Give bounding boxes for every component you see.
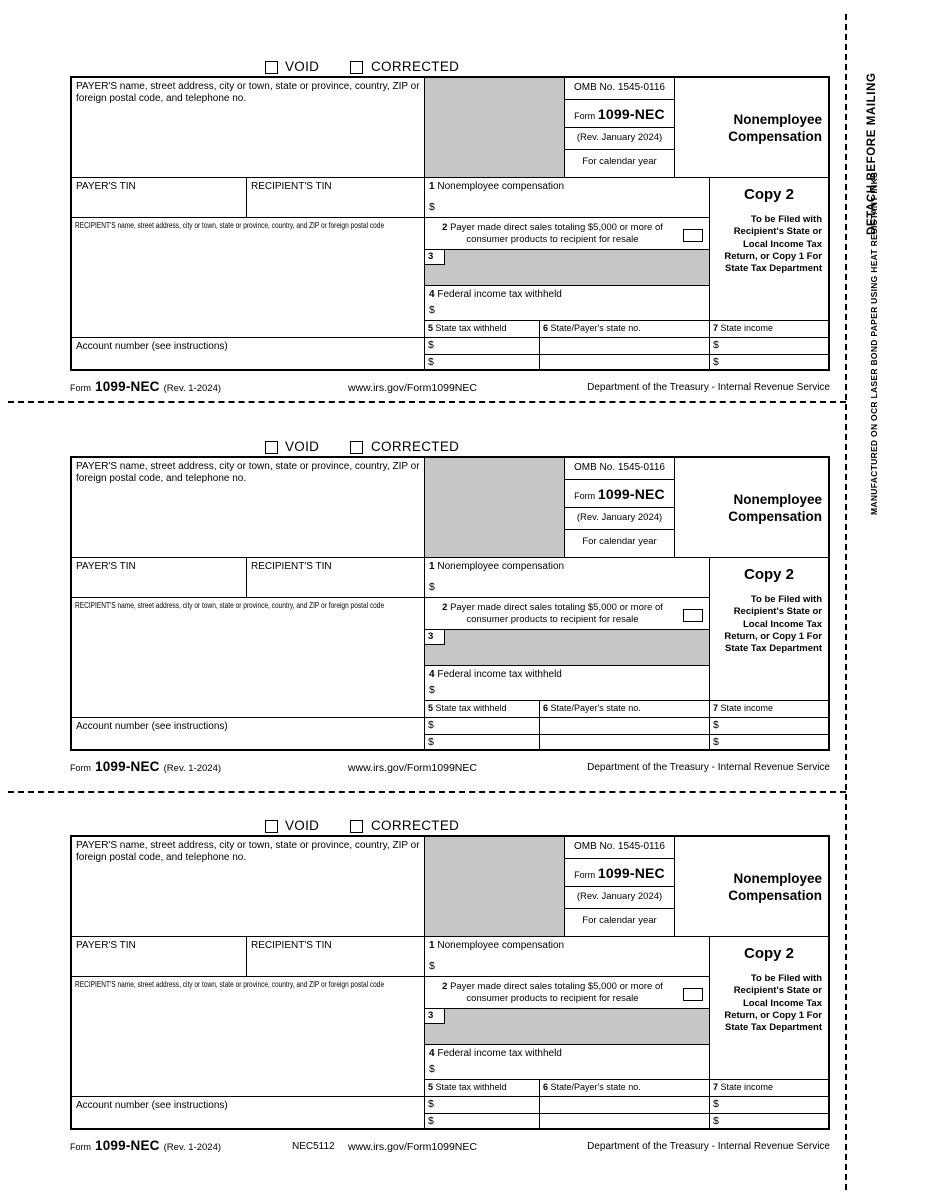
payer-tin-label: PAYER'S TIN xyxy=(76,940,136,951)
revision-date: (Rev. January 2024) xyxy=(565,128,675,150)
manufactured-note-text: MANUFACTURED ON OCR LASER BOND PAPER USING HEAT RESISTANT INKS xyxy=(869,171,879,515)
footer-form-word: Form xyxy=(70,763,91,773)
form-word: Form xyxy=(574,491,596,501)
box2-checkbox[interactable] xyxy=(683,609,703,622)
perforation-line-2 xyxy=(8,791,846,793)
form-copy xyxy=(0,40,925,402)
footer-form-number: 1099-NEC xyxy=(95,759,160,774)
box1-number: 1 xyxy=(429,181,435,192)
copy-number: Copy 2 xyxy=(743,566,794,583)
box6-entry-row2 xyxy=(540,355,710,369)
footer-revision: (Rev. 1-2024) xyxy=(163,763,222,774)
payer-name-box xyxy=(72,78,425,178)
footer-revision: (Rev. 1-2024) xyxy=(163,383,222,394)
copy-number: Copy 2 xyxy=(743,945,794,962)
payer-tin-label: PAYER'S TIN xyxy=(76,561,136,572)
corrected-label: CORRECTED xyxy=(371,818,460,833)
box5-label: State tax withheld xyxy=(435,323,507,333)
box1-label: Nonemployee compensation xyxy=(437,181,565,192)
form-number-box xyxy=(565,859,675,887)
footer-irs-url: www.irs.gov/Form1099NEC xyxy=(348,382,477,394)
box7-amount-row1: $ xyxy=(710,1097,828,1114)
recipient-name-label: RECIPIENT'S name, street address, city or town, state or province, country, and ZIP or foreign postal code xyxy=(75,980,385,989)
omb-number: OMB No. 1545-0116 xyxy=(565,78,675,100)
copy-info-box xyxy=(710,937,828,1080)
box6-entry-row2 xyxy=(540,1114,710,1128)
box6-entry-row2 xyxy=(540,735,710,749)
box6-entry-row1 xyxy=(540,718,710,735)
box1-nonemployee-compensation xyxy=(425,178,710,218)
corrected-checkbox[interactable] xyxy=(350,61,363,74)
copy-note: To be Filed with Recipient's State or Local Income Tax Return, or Copy 1 For State Tax Department xyxy=(724,973,822,1034)
account-number-box xyxy=(72,338,425,369)
copy-info-box xyxy=(710,178,828,321)
omb-number: OMB No. 1545-0116 xyxy=(565,837,675,859)
void-label: VOID xyxy=(285,818,320,833)
calendar-year-label: For calendar year xyxy=(565,530,675,558)
form-1099nec xyxy=(70,76,830,371)
box2-number: 2 xyxy=(442,602,448,613)
footer-department: Department of the Treasury - Internal Revenue Service xyxy=(587,1141,830,1152)
form-footer xyxy=(70,1138,830,1156)
form-word: Form xyxy=(574,111,596,121)
box5-amount-row1: $ xyxy=(425,718,540,735)
box4-dollar-sign: $ xyxy=(429,684,435,697)
box1-label: Nonemployee compensation xyxy=(437,561,565,572)
footer-form-number: 1099-NEC xyxy=(95,1138,160,1153)
box2-number: 2 xyxy=(442,981,448,992)
omb-number: OMB No. 1545-0116 xyxy=(565,458,675,480)
payer-tin-box xyxy=(72,937,247,977)
box2-checkbox[interactable] xyxy=(683,988,703,1001)
box2-label: Payer made direct sales totaling $5,000 or more of consumer products to recipient for resale xyxy=(450,222,663,246)
corrected-label: CORRECTED xyxy=(371,59,460,74)
box7-number: 7 xyxy=(713,323,719,333)
recipient-name-box xyxy=(72,977,425,1097)
box5-label: State tax withheld xyxy=(435,1082,507,1092)
footer-form-word: Form xyxy=(70,383,91,393)
box4-federal-tax-withheld xyxy=(425,286,710,321)
box5-amount-row2: $ xyxy=(425,735,540,749)
box4-label: Federal income tax withheld xyxy=(437,1048,562,1059)
box5-state-tax-withheld xyxy=(425,1080,540,1097)
form-word: Form xyxy=(574,870,596,880)
box4-federal-tax-withheld xyxy=(425,666,710,701)
payer-tin-label: PAYER'S TIN xyxy=(76,181,136,192)
box4-federal-tax-withheld xyxy=(425,1045,710,1080)
box7-state-income xyxy=(710,701,828,718)
box5-number: 5 xyxy=(428,1082,434,1092)
account-number-label: Account number (see instructions) xyxy=(76,721,228,732)
box5-amount-row1: $ xyxy=(425,1097,540,1114)
shaded-box-top xyxy=(425,78,565,178)
box6-state-payer-number xyxy=(540,701,710,718)
box7-amount-row2: $ xyxy=(713,1115,719,1127)
recipient-name-box xyxy=(72,598,425,718)
shaded-box-top xyxy=(425,837,565,937)
payer-tin-box xyxy=(72,558,247,598)
box6-label: State/Payer's state no. xyxy=(550,323,641,333)
box5-number: 5 xyxy=(428,703,434,713)
void-checkbox[interactable] xyxy=(265,61,278,74)
perforation-line-1 xyxy=(8,401,846,403)
box6-entry-row1 xyxy=(540,1097,710,1114)
recipient-name-box xyxy=(72,218,425,338)
account-number-box xyxy=(72,1097,425,1128)
box4-number: 4 xyxy=(429,289,435,300)
form-footer xyxy=(70,759,830,777)
box4-number: 4 xyxy=(429,1048,435,1059)
revision-date: (Rev. January 2024) xyxy=(565,508,675,530)
box7-label: State income xyxy=(720,703,774,713)
box5-amount-row2: $ xyxy=(425,355,540,369)
form-number: 1099-NEC xyxy=(597,486,665,502)
box4-dollar-sign: $ xyxy=(429,1063,435,1076)
box1-nonemployee-compensation xyxy=(425,937,710,977)
calendar-year-label: For calendar year xyxy=(565,909,675,937)
footer-product-code: NEC5112 xyxy=(292,1141,335,1152)
box6-number: 6 xyxy=(543,1082,549,1092)
corrected-checkbox[interactable] xyxy=(350,441,363,454)
box3-reserved xyxy=(425,250,710,286)
footer-form-id xyxy=(70,1138,221,1153)
form-number: 1099-NEC xyxy=(597,865,665,881)
box3-reserved xyxy=(425,1009,710,1045)
recipient-tin-box xyxy=(247,937,425,977)
payer-name-box xyxy=(72,837,425,937)
box3-reserved xyxy=(425,630,710,666)
form-copy xyxy=(0,420,925,782)
box2-checkbox[interactable] xyxy=(683,229,703,242)
box1-number: 1 xyxy=(429,940,435,951)
form-copy xyxy=(0,799,925,1161)
box7-label: State income xyxy=(720,323,774,333)
box6-label: State/Payer's state no. xyxy=(550,1082,641,1092)
box6-entry-row1 xyxy=(540,338,710,355)
box4-label: Federal income tax withheld xyxy=(437,669,562,680)
box3-number: 3 xyxy=(425,250,445,265)
box2-number: 2 xyxy=(442,222,448,233)
box7-amount-row2: $ xyxy=(713,736,719,748)
recipient-tin-label: RECIPIENT'S TIN xyxy=(251,940,332,951)
recipient-tin-label: RECIPIENT'S TIN xyxy=(251,561,332,572)
payer-tin-box xyxy=(72,178,247,218)
box3-number: 3 xyxy=(425,630,445,645)
box5-amount-row2: $ xyxy=(425,1114,540,1128)
box2-direct-sales xyxy=(425,218,710,250)
footer-revision: (Rev. 1-2024) xyxy=(163,1142,222,1153)
footer-form-id xyxy=(70,379,221,394)
detach-before-mailing-text: DETACH BEFORE MAILING xyxy=(866,72,878,235)
box1-nonemployee-compensation xyxy=(425,558,710,598)
box2-label: Payer made direct sales totaling $5,000 or more of consumer products to recipient for resale xyxy=(450,602,663,626)
box5-number: 5 xyxy=(428,323,434,333)
box7-state-income xyxy=(710,321,828,338)
copy-number: Copy 2 xyxy=(743,186,794,203)
payer-name-label: PAYER'S name, street address, city or town, state or province, country, ZIP or foreign postal code, and telephone no. xyxy=(76,461,420,484)
box6-state-payer-number xyxy=(540,321,710,338)
payer-name-box xyxy=(72,458,425,558)
form-1099nec xyxy=(70,456,830,751)
void-checkbox[interactable] xyxy=(265,820,278,833)
footer-department: Department of the Treasury - Internal Revenue Service xyxy=(587,762,830,773)
void-checkbox[interactable] xyxy=(265,441,278,454)
box6-label: State/Payer's state no. xyxy=(550,703,641,713)
recipient-name-label: RECIPIENT'S name, street address, city or town, state or province, country, and ZIP or foreign postal code xyxy=(75,221,385,230)
box6-state-payer-number xyxy=(540,1080,710,1097)
box2-direct-sales xyxy=(425,977,710,1009)
footer-department: Department of the Treasury - Internal Revenue Service xyxy=(587,382,830,393)
box1-number: 1 xyxy=(429,561,435,572)
box1-dollar-sign: $ xyxy=(429,581,435,594)
box1-dollar-sign: $ xyxy=(429,960,435,973)
copy-info-box xyxy=(710,558,828,701)
box3-number: 3 xyxy=(425,1009,445,1024)
form-number-box xyxy=(565,100,675,128)
account-number-box xyxy=(72,718,425,749)
form-1099nec xyxy=(70,835,830,1130)
box4-number: 4 xyxy=(429,669,435,680)
void-label: VOID xyxy=(285,59,320,74)
box7-number: 7 xyxy=(713,703,719,713)
recipient-tin-label: RECIPIENT'S TIN xyxy=(251,181,332,192)
form-footer xyxy=(70,379,830,397)
copy-note: To be Filed with Recipient's State or Local Income Tax Return, or Copy 1 For State Tax Department xyxy=(724,214,822,275)
corrected-label: CORRECTED xyxy=(371,439,460,454)
void-label: VOID xyxy=(285,439,320,454)
box5-state-tax-withheld xyxy=(425,321,540,338)
footer-irs-url: www.irs.gov/Form1099NEC xyxy=(348,762,477,774)
form-number: 1099-NEC xyxy=(597,106,665,122)
box5-label: State tax withheld xyxy=(435,703,507,713)
box1-label: Nonemployee compensation xyxy=(437,940,565,951)
box5-state-tax-withheld xyxy=(425,701,540,718)
shaded-box-top xyxy=(425,458,565,558)
box2-direct-sales xyxy=(425,598,710,630)
form-title: Nonemployee Compensation xyxy=(675,458,828,558)
footer-form-word: Form xyxy=(70,1142,91,1152)
box2-label: Payer made direct sales totaling $5,000 or more of consumer products to recipient for resale xyxy=(450,981,663,1005)
footer-form-id xyxy=(70,759,221,774)
footer-irs-url: www.irs.gov/Form1099NEC xyxy=(348,1141,477,1153)
box4-dollar-sign: $ xyxy=(429,304,435,317)
corrected-checkbox[interactable] xyxy=(350,820,363,833)
account-number-label: Account number (see instructions) xyxy=(76,1100,228,1111)
payer-name-label: PAYER'S name, street address, city or town, state or province, country, ZIP or foreign postal code, and telephone no. xyxy=(76,81,420,104)
box5-amount-row1: $ xyxy=(425,338,540,355)
revision-date: (Rev. January 2024) xyxy=(565,887,675,909)
recipient-tin-box xyxy=(247,558,425,598)
account-number-label: Account number (see instructions) xyxy=(76,341,228,352)
box7-amount-row1: $ xyxy=(710,338,828,355)
box1-dollar-sign: $ xyxy=(429,201,435,214)
recipient-tin-box xyxy=(247,178,425,218)
footer-form-number: 1099-NEC xyxy=(95,379,160,394)
payer-name-label: PAYER'S name, street address, city or town, state or province, country, ZIP or foreign postal code, and telephone no. xyxy=(76,840,420,863)
box7-amount-row2: $ xyxy=(713,356,719,368)
box7-amount-row1: $ xyxy=(710,718,828,735)
box6-number: 6 xyxy=(543,323,549,333)
calendar-year-label: For calendar year xyxy=(565,150,675,178)
side-perforation-line xyxy=(845,14,847,1190)
copy-note: To be Filed with Recipient's State or Local Income Tax Return, or Copy 1 For State Tax Department xyxy=(724,594,822,655)
box7-number: 7 xyxy=(713,1082,719,1092)
form-number-box xyxy=(565,480,675,508)
box7-state-income xyxy=(710,1080,828,1097)
recipient-name-label: RECIPIENT'S name, street address, city or town, state or province, country, and ZIP or foreign postal code xyxy=(75,601,385,610)
box4-label: Federal income tax withheld xyxy=(437,289,562,300)
box6-number: 6 xyxy=(543,703,549,713)
box7-label: State income xyxy=(720,1082,774,1092)
form-title: Nonemployee Compensation xyxy=(675,837,828,937)
form-title: Nonemployee Compensation xyxy=(675,78,828,178)
